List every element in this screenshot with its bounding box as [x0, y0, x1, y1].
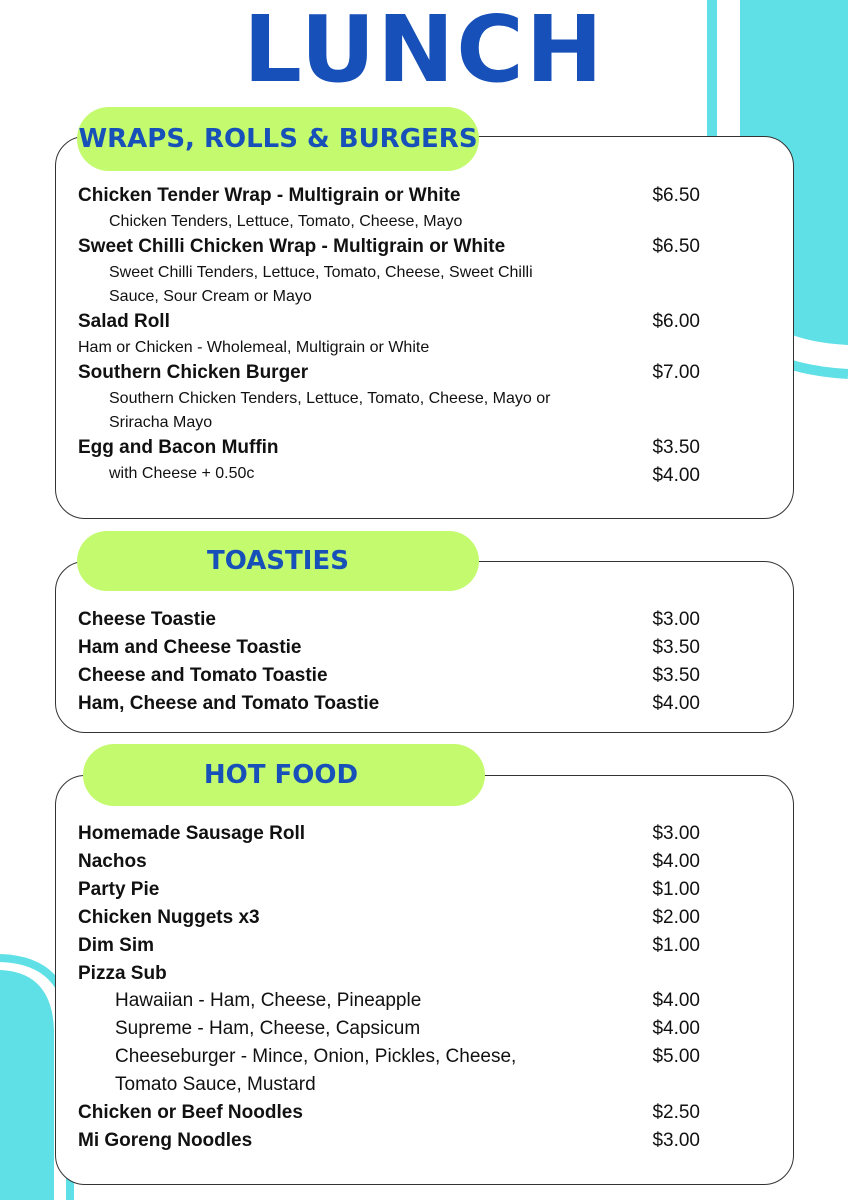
menu-item — [78, 823, 700, 851]
menu-item — [78, 1102, 700, 1130]
menu-item — [78, 693, 700, 721]
item-description: Sauce, Sour Cream or Mayo — [109, 288, 312, 305]
menu-item — [78, 851, 700, 879]
item-name: Southern Chicken Burger — [78, 362, 309, 383]
menu-item — [78, 907, 700, 935]
item-name: Chicken or Beef Noodles — [78, 1102, 303, 1123]
item-price: $3.50 — [652, 437, 700, 458]
item-price: $2.00 — [652, 907, 700, 928]
item-price: $6.50 — [652, 185, 700, 206]
item-price: $3.50 — [652, 637, 700, 658]
item-name: Chicken Tender Wrap - Multigrain or White — [78, 185, 461, 206]
pizza-option-text: Supreme - Ham, Cheese, Capsicum — [115, 1018, 421, 1039]
menu-item — [78, 236, 700, 264]
item-description: Sweet Chilli Tenders, Lettuce, Tomato, Cheese, Sweet Chilli — [109, 264, 533, 281]
pizza-option-text: Tomato Sauce, Mustard — [115, 1074, 316, 1095]
pizza-option-text: Hawaiian - Ham, Cheese, Pineapple — [115, 990, 422, 1011]
item-price: $1.00 — [652, 935, 700, 956]
pizza-option — [78, 1046, 700, 1074]
item-name: Mi Goreng Noodles — [78, 1130, 253, 1151]
menu-item — [78, 879, 700, 907]
pizza-option-text: Cheeseburger - Mince, Onion, Pickles, Cheese, — [115, 1046, 517, 1067]
item-description: Chicken Tenders, Lettuce, Tomato, Cheese, Mayo — [109, 213, 463, 230]
menu-item — [78, 1130, 700, 1158]
item-name: Cheese and Tomato Toastie — [78, 665, 328, 686]
pizza-option — [78, 990, 700, 1018]
item-description: Ham or Chicken - Wholemeal, Multigrain or White — [78, 339, 430, 356]
item-name: Homemade Sausage Roll — [78, 823, 306, 844]
item-price: $4.00 — [652, 1018, 700, 1039]
pizza-option — [78, 1074, 700, 1102]
menu-item — [78, 311, 700, 339]
item-name: Ham, Cheese and Tomato Toastie — [78, 693, 380, 714]
item-name: Cheese Toastie — [78, 609, 216, 630]
item-price: $3.00 — [652, 1130, 700, 1151]
item-description: with Cheese + 0.50c — [109, 465, 255, 482]
item-price: $6.50 — [652, 236, 700, 257]
item-price: $5.00 — [652, 1046, 700, 1067]
menu-item — [78, 185, 700, 213]
item-price: $4.00 — [652, 990, 700, 1011]
item-name: Sweet Chilli Chicken Wrap - Multigrain or White — [78, 236, 506, 257]
item-description: Southern Chicken Tenders, Lettuce, Tomato, Cheese, Mayo or — [109, 390, 551, 407]
item-name: Ham and Cheese Toastie — [78, 637, 302, 658]
menu-item — [78, 609, 700, 637]
item-price: $7.00 — [652, 362, 700, 383]
toasties-heading: TOASTIES — [77, 531, 479, 591]
item-name: Salad Roll — [78, 311, 170, 332]
item-name: Dim Sim — [78, 935, 155, 956]
menu-item — [78, 437, 700, 465]
hot-food-heading: HOT FOOD — [83, 744, 485, 806]
item-name: Chicken Nuggets x3 — [78, 907, 260, 928]
item-name: Egg and Bacon Muffin — [78, 437, 279, 458]
item-description: Sriracha Mayo — [109, 414, 213, 431]
item-price: $6.00 — [652, 311, 700, 332]
item-name: Pizza Sub — [78, 963, 167, 984]
menu-item — [78, 362, 700, 390]
item-price: $3.00 — [652, 823, 700, 844]
item-price: $4.00 — [652, 465, 700, 486]
menu-item — [78, 935, 700, 963]
pizza-option — [78, 1018, 700, 1046]
menu-item-option — [78, 465, 700, 493]
item-price: $1.00 — [652, 879, 700, 900]
item-name: Party Pie — [78, 879, 160, 900]
wraps-heading: WRAPS, ROLLS & BURGERS — [77, 107, 479, 171]
menu-item — [78, 637, 700, 665]
menu-item — [78, 665, 700, 693]
page-title: LUNCH — [243, 0, 605, 103]
item-name: Nachos — [78, 851, 147, 872]
item-price: $4.00 — [652, 693, 700, 714]
item-price: $4.00 — [652, 851, 700, 872]
item-price: $3.50 — [652, 665, 700, 686]
item-price: $3.00 — [652, 609, 700, 630]
menu-item — [78, 963, 700, 991]
item-price: $2.50 — [652, 1102, 700, 1123]
